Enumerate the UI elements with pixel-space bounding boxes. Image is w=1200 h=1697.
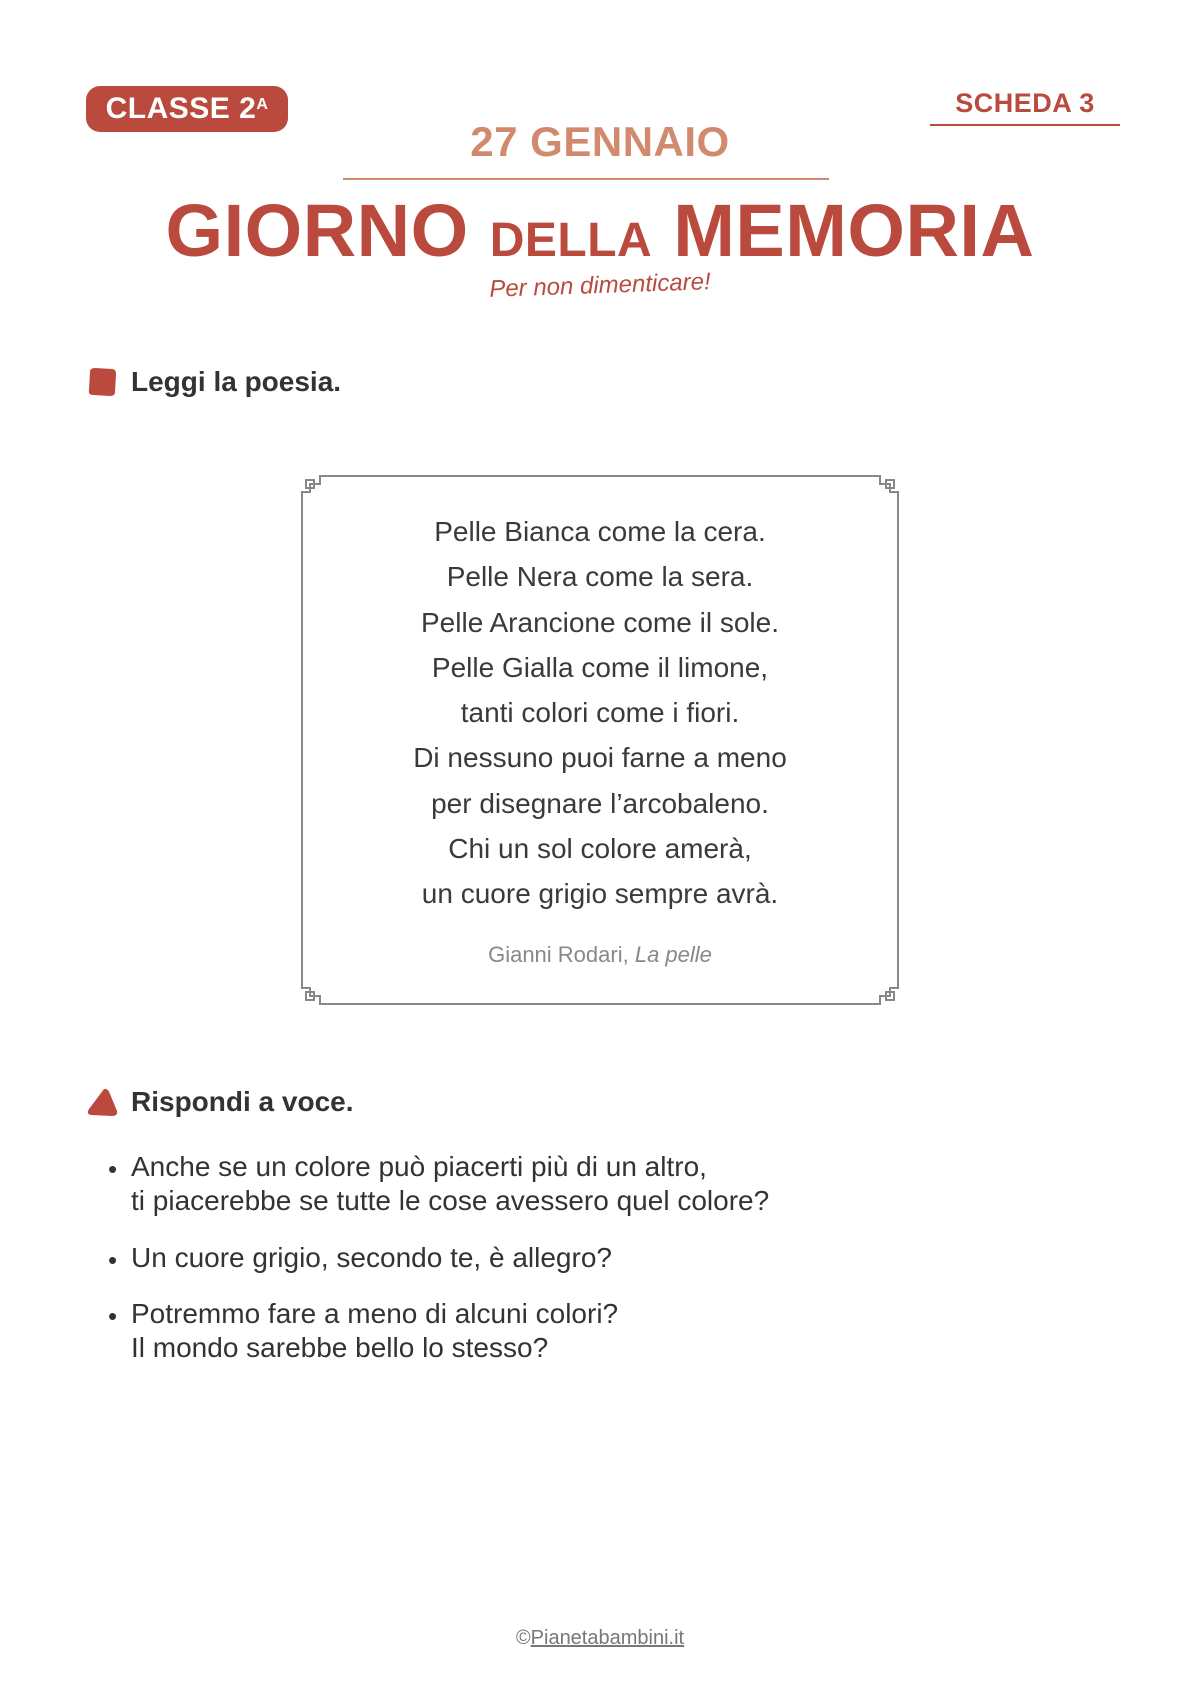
title-word-giorno: GIORNO: [165, 189, 469, 272]
instruction-answer-aloud: Rispondi a voce.: [131, 1086, 354, 1117]
poem-line: Pelle Bianca come la cera.: [434, 516, 766, 547]
footer-credit: [0, 1627, 1200, 1650]
poem-line: Pelle Nera come la sera.: [446, 561, 754, 593]
class-label: CLASSE 2: [105, 92, 257, 125]
question-line: ti piacerebbe se tutte le cose avessero quel colore?: [131, 1185, 770, 1216]
subtitle: Per non dimenticare!: [488, 268, 712, 303]
copyright-symbol: ©: [515, 1627, 531, 1649]
poem-work-title: La pelle: [634, 942, 712, 967]
date-divider: [343, 178, 829, 180]
poem-line: per disegnare l’arcobaleno.: [431, 787, 769, 819]
question-item: [131, 1150, 769, 1218]
title-word-della: DELLA: [489, 214, 653, 267]
question-line: Potremmo fare a meno di alcuni colori?: [131, 1298, 619, 1329]
poem-credit: [330, 942, 870, 968]
site-link[interactable]: Pianetabambini.it: [530, 1627, 685, 1649]
poem-line: tanti colori come i fiori.: [460, 697, 740, 729]
bullet-dot-icon: •: [108, 1301, 118, 1331]
question-line: Il mondo sarebbe bello lo stesso?: [131, 1332, 549, 1363]
rounded-square-blob-icon: [86, 366, 118, 398]
poem-line: Pelle Gialla come il limone,: [431, 651, 769, 683]
poem-line: Di nessuno puoi farne a meno: [413, 742, 787, 774]
date-title: 27 GENNAIO: [470, 118, 730, 165]
poem-line: Chi un sol colore amerà,: [448, 833, 752, 865]
triangle-blob-icon: [86, 1086, 118, 1118]
poem-text: [330, 509, 870, 917]
poem-author: Gianni Rodari,: [488, 942, 635, 967]
question-item: [131, 1241, 612, 1275]
instruction-read-poem: Leggi la poesia.: [131, 366, 342, 397]
class-superscript: A: [256, 96, 269, 113]
poem-line: Pelle Arancione come il sole.: [421, 606, 779, 638]
bullet-dot-icon: •: [108, 1245, 118, 1275]
question-line: Un cuore grigio, secondo te, è allegro?: [131, 1242, 612, 1273]
bullet-dot-icon: •: [108, 1154, 118, 1184]
title-word-memoria: MEMORIA: [673, 189, 1035, 272]
question-line: Anche se un colore può piacerti più di un altro,: [131, 1151, 707, 1182]
question-item: [131, 1297, 618, 1365]
sheet-label: SCHEDA 3: [955, 88, 1095, 118]
poem-line: un cuore grigio sempre avrà.: [421, 878, 779, 910]
